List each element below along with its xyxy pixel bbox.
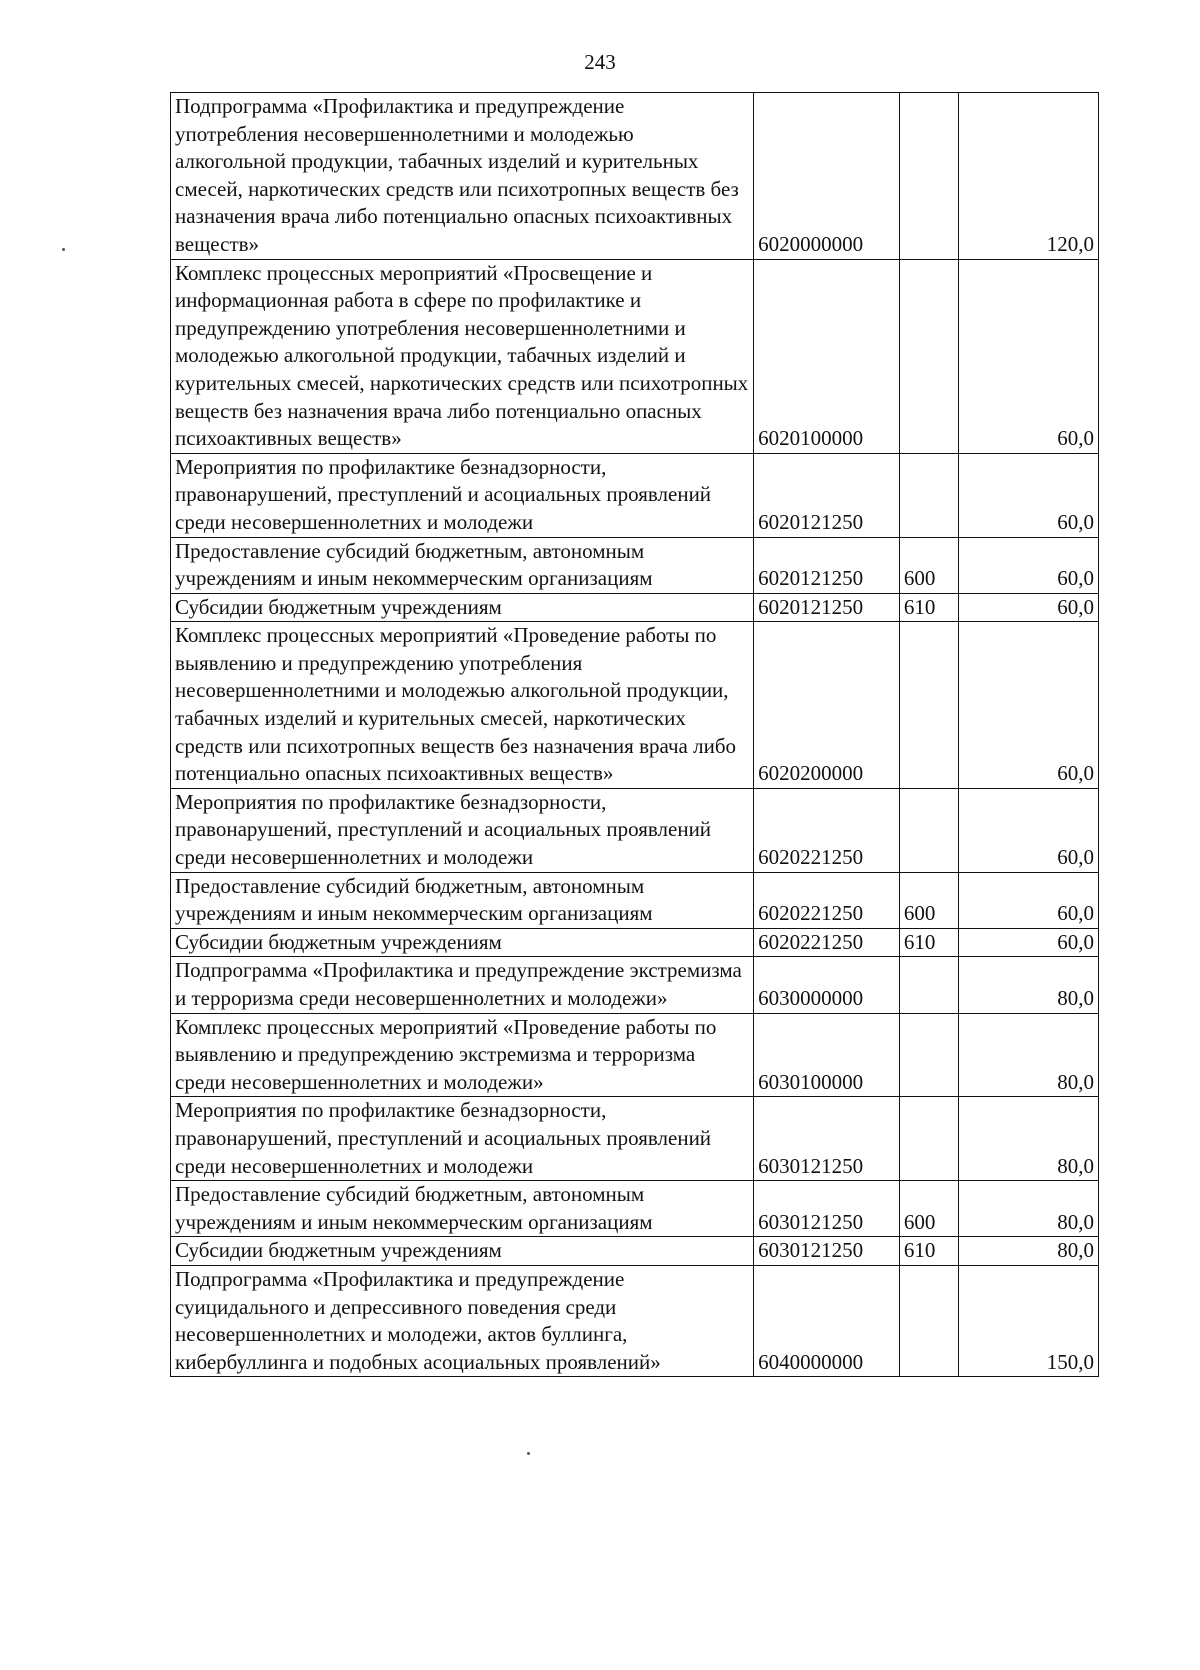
table-row <box>171 593 1099 622</box>
row-expense-type: 600 <box>899 872 958 928</box>
row-code: 6020121250 <box>754 537 900 593</box>
row-sum: 80,0 <box>959 1237 1099 1266</box>
row-expense-type: 610 <box>899 1237 958 1266</box>
row-code: 6030121250 <box>754 1237 900 1266</box>
row-code: 6020221250 <box>754 872 900 928</box>
scan-speck <box>62 248 65 251</box>
table-row <box>171 1181 1099 1237</box>
row-name: Подпрограмма «Профилактика и предупреждение суицидального и депрессивного поведения среди несовершеннолетних и молодежи, актов буллинга, кибербуллинга и подобных асоциальных проявлений» <box>171 1265 754 1376</box>
row-code: 6020200000 <box>754 622 900 789</box>
row-sum: 60,0 <box>959 928 1099 957</box>
row-name: Комплекс процессных мероприятий «Проведение работы по выявлению и предупреждению употребления несовершеннолетними и молодежью алкогольной продукции, табачных изделий и курительных смесей, наркотических средств или психотропных веществ без назначения врача либо потенциально опасных психоактивных веществ» <box>171 622 754 789</box>
row-name: Комплекс процессных мероприятий «Проведение работы по выявлению и предупреждению экстремизма и терроризма среди несовершеннолетних и молодежи» <box>171 1013 754 1097</box>
table-row <box>171 537 1099 593</box>
row-name: Подпрограмма «Профилактика и предупреждение экстремизма и терроризма среди несовершеннолетних и молодежи» <box>171 957 754 1013</box>
table-row <box>171 1013 1099 1097</box>
row-name: Субсидии бюджетным учреждениям <box>171 1237 754 1266</box>
row-sum: 120,0 <box>959 93 1099 260</box>
table-row <box>171 93 1099 260</box>
row-sum: 60,0 <box>959 593 1099 622</box>
row-name: Предоставление субсидий бюджетным, автономным учреждениям и иным некоммерческим организациям <box>171 1181 754 1237</box>
row-expense-type <box>899 957 958 1013</box>
row-code: 6030121250 <box>754 1181 900 1237</box>
row-sum: 150,0 <box>959 1265 1099 1376</box>
row-code: 6030100000 <box>754 1013 900 1097</box>
table-row <box>171 1265 1099 1376</box>
table-row <box>171 788 1099 872</box>
row-sum: 80,0 <box>959 1013 1099 1097</box>
row-expense-type: 600 <box>899 1181 958 1237</box>
row-expense-type <box>899 1097 958 1181</box>
row-sum: 80,0 <box>959 957 1099 1013</box>
row-code: 6020121250 <box>754 453 900 537</box>
table-row <box>171 622 1099 789</box>
row-code: 6020100000 <box>754 259 900 453</box>
row-expense-type <box>899 259 958 453</box>
row-name: Мероприятия по профилактике безнадзорности, правонарушений, преступлений и асоциальных проявлений среди несовершеннолетних и молодежи <box>171 453 754 537</box>
row-expense-type: 610 <box>899 928 958 957</box>
table-row <box>171 957 1099 1013</box>
row-expense-type: 610 <box>899 593 958 622</box>
row-expense-type <box>899 788 958 872</box>
row-sum: 60,0 <box>959 537 1099 593</box>
row-sum: 60,0 <box>959 788 1099 872</box>
row-name: Предоставление субсидий бюджетным, автономным учреждениям и иным некоммерческим организациям <box>171 537 754 593</box>
row-name: Подпрограмма «Профилактика и предупреждение употребления несовершеннолетними и молодежью алкогольной продукции, табачных изделий и курительных смесей, наркотических средств или психотропных веществ без назначения врача либо потенциально опасных психоактивных веществ» <box>171 93 754 260</box>
row-code: 6040000000 <box>754 1265 900 1376</box>
scan-speck <box>527 1452 530 1455</box>
row-name: Комплекс процессных мероприятий «Просвещение и информационная работа в сфере по профилактике и предупреждению употребления несовершеннолетними и молодежью алкогольной продукции, табачных изделий и курительных смесей, наркотических средств или психотропных веществ без назначения врача либо потенциально опасных психоактивных веществ» <box>171 259 754 453</box>
row-name: Субсидии бюджетным учреждениям <box>171 593 754 622</box>
table-row <box>171 259 1099 453</box>
row-sum: 60,0 <box>959 453 1099 537</box>
page-number: 243 <box>584 50 616 74</box>
row-name: Мероприятия по профилактике безнадзорности, правонарушений, преступлений и асоциальных проявлений среди несовершеннолетних и молодежи <box>171 788 754 872</box>
row-expense-type <box>899 93 958 260</box>
row-name: Предоставление субсидий бюджетным, автономным учреждениям и иным некоммерческим организациям <box>171 872 754 928</box>
row-code: 6020221250 <box>754 788 900 872</box>
table-row <box>171 1097 1099 1181</box>
row-expense-type <box>899 622 958 789</box>
row-sum: 80,0 <box>959 1181 1099 1237</box>
row-expense-type <box>899 1265 958 1376</box>
row-name: Мероприятия по профилактике безнадзорности, правонарушений, преступлений и асоциальных проявлений среди несовершеннолетних и молодежи <box>171 1097 754 1181</box>
row-name: Субсидии бюджетным учреждениям <box>171 928 754 957</box>
row-code: 6020221250 <box>754 928 900 957</box>
row-sum: 80,0 <box>959 1097 1099 1181</box>
budget-table <box>170 92 1099 1377</box>
row-sum: 60,0 <box>959 872 1099 928</box>
row-code: 6020000000 <box>754 93 900 260</box>
table-row <box>171 453 1099 537</box>
table-row <box>171 872 1099 928</box>
row-sum: 60,0 <box>959 259 1099 453</box>
row-code: 6030121250 <box>754 1097 900 1181</box>
row-code: 6020121250 <box>754 593 900 622</box>
row-expense-type <box>899 453 958 537</box>
row-expense-type: 600 <box>899 537 958 593</box>
row-code: 6030000000 <box>754 957 900 1013</box>
table-row <box>171 928 1099 957</box>
row-expense-type <box>899 1013 958 1097</box>
table-row <box>171 1237 1099 1266</box>
row-sum: 60,0 <box>959 622 1099 789</box>
